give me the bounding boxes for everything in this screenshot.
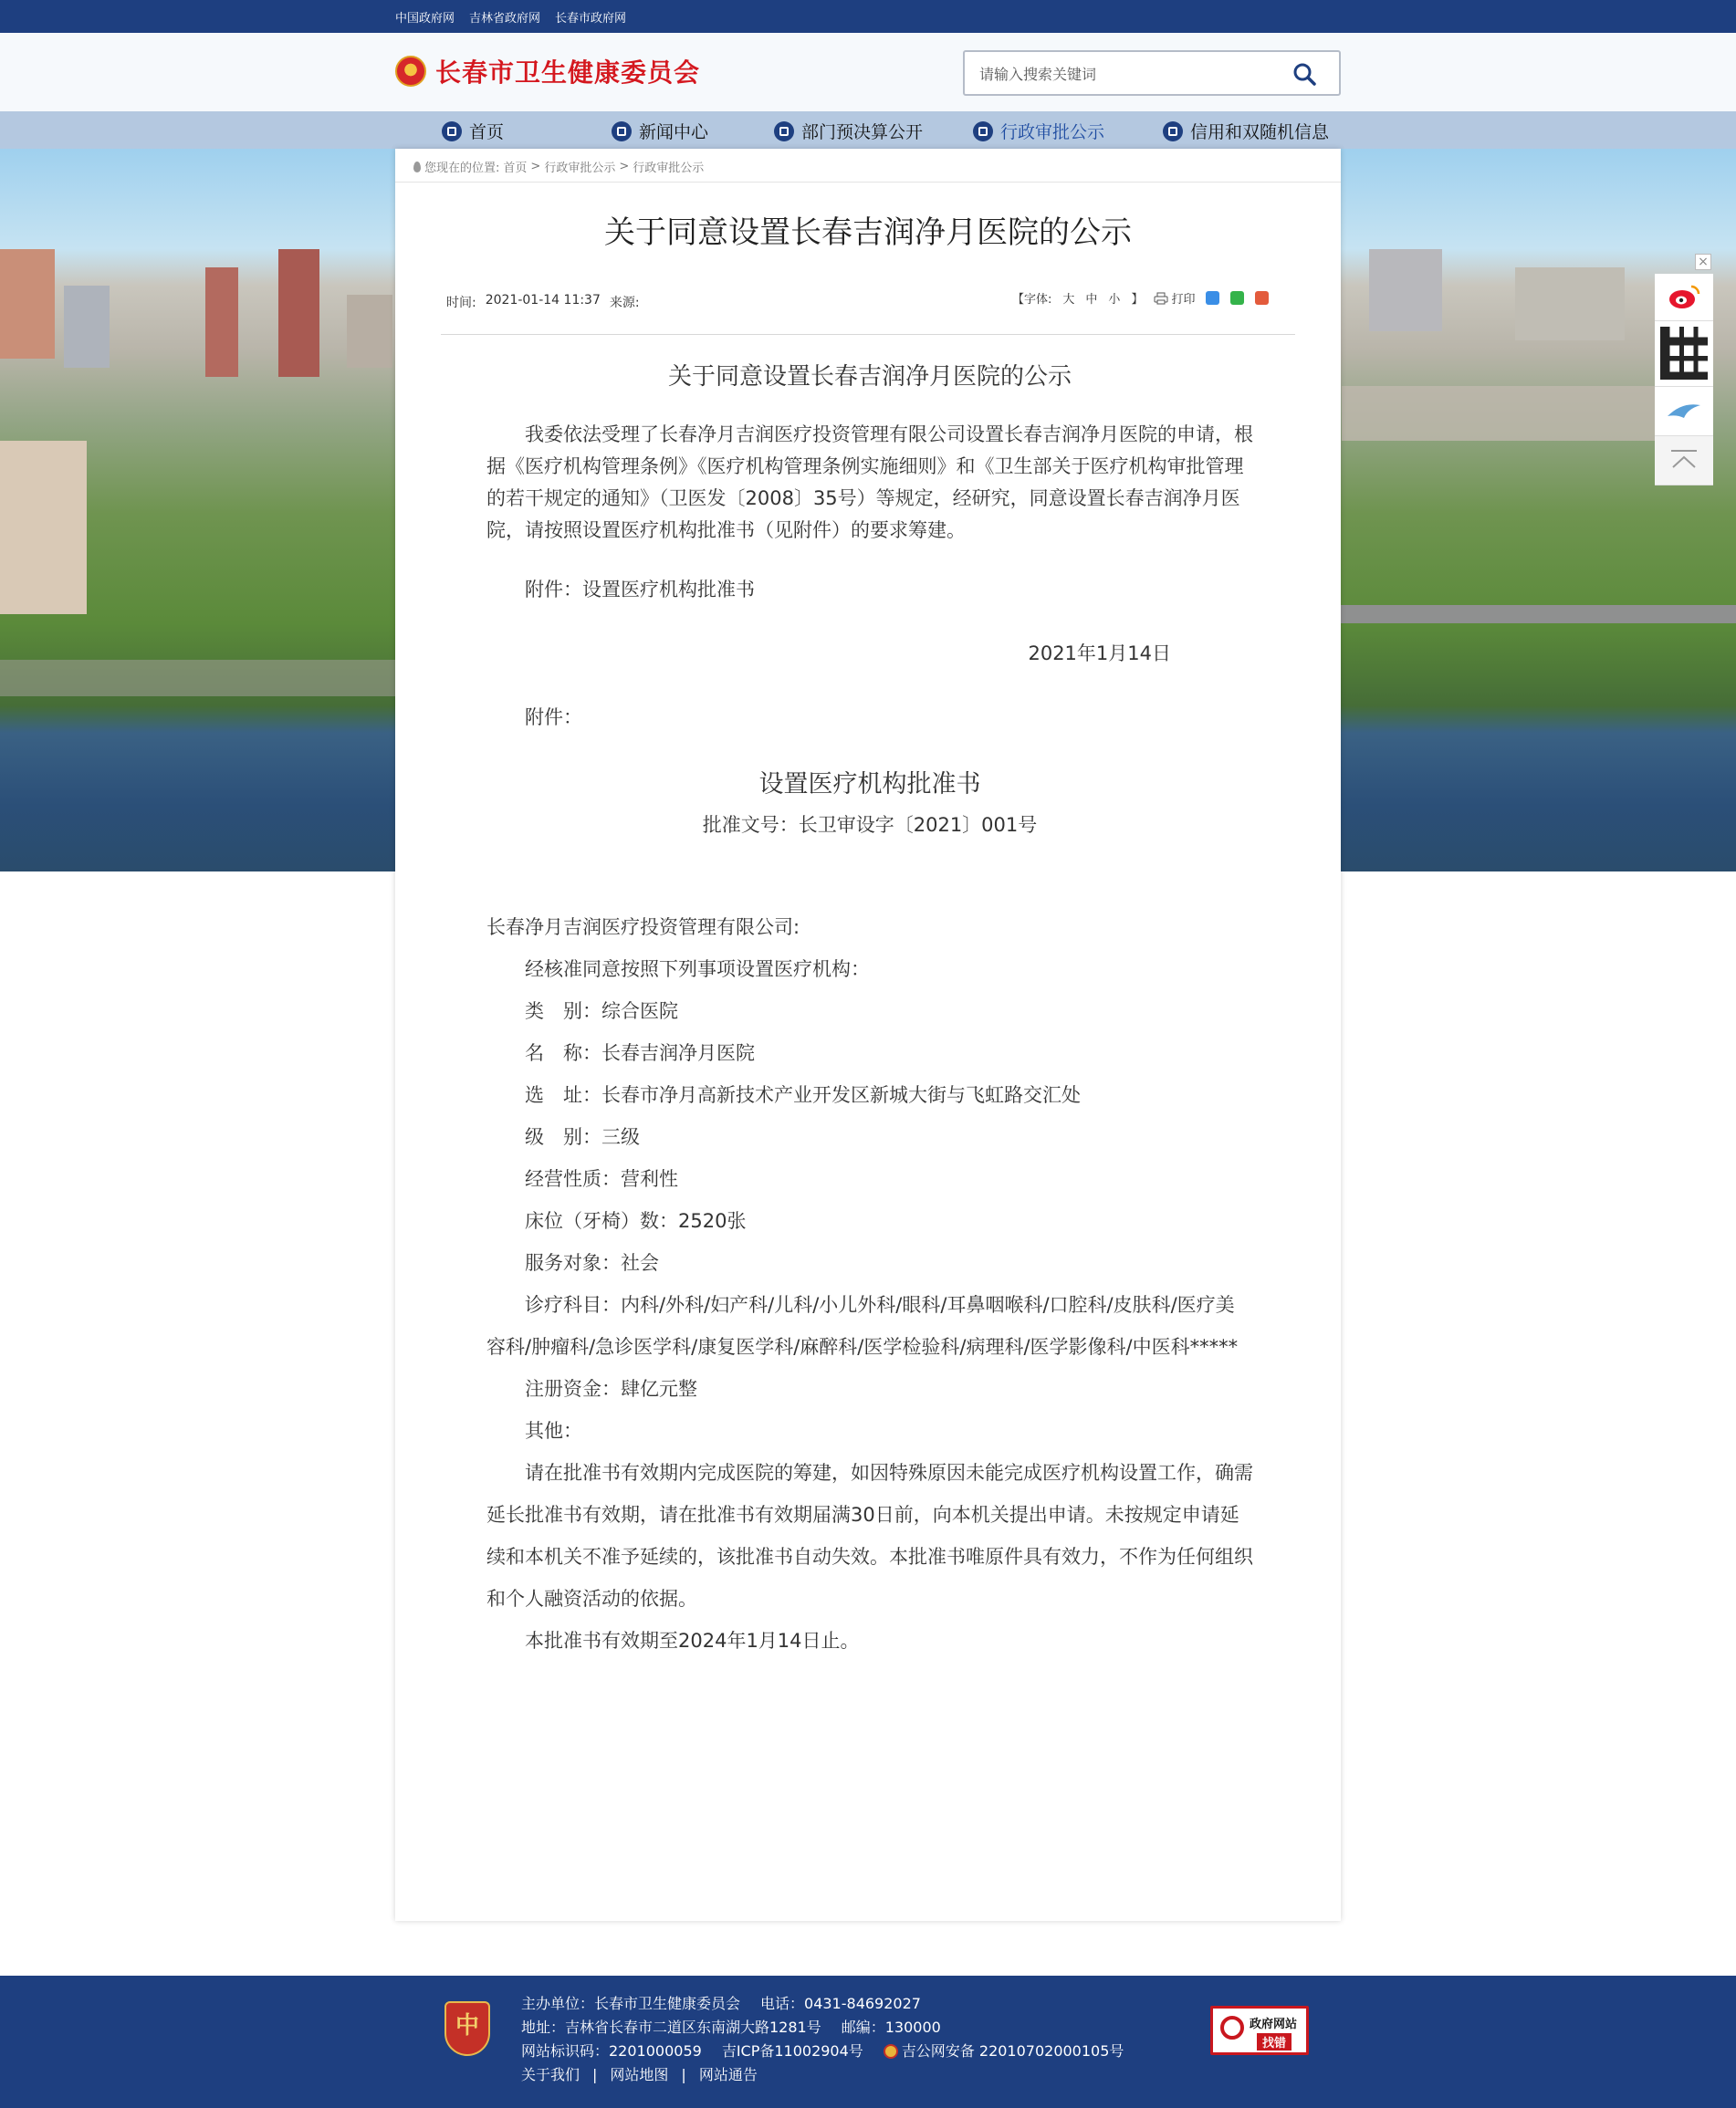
field-departments: 诊疗科目：内科/外科/妇产科/儿科/小儿外科/眼科/耳鼻咽喉科/口腔科/皮肤科/医疗美容科/肿瘤科/急诊医学科/康复医学科/麻醉科/医学检验科/病理科/医学影像科/中医科***** <box>486 1294 1239 1358</box>
news-icon <box>612 121 632 141</box>
attachment-label: 附件： <box>525 706 582 728</box>
footer-info <box>521 1992 1124 2087</box>
nav-item-news[interactable] <box>612 119 708 143</box>
share-weibo-icon[interactable] <box>1255 291 1269 305</box>
field-validity: 本批准书有效期至2024年1月14日止。 <box>525 1630 860 1652</box>
site-header <box>0 33 1736 111</box>
footer-postcode: 邮编：130000 <box>841 2019 941 2036</box>
party-gov-badge-icon[interactable] <box>444 2001 490 2056</box>
finder-line2: 找错 <box>1257 2033 1292 2051</box>
building <box>1515 267 1625 340</box>
footer-link-separator: | <box>681 2066 686 2083</box>
approval-icon <box>973 121 993 141</box>
building <box>278 249 319 377</box>
link-china-gov[interactable]: 中国政府网 <box>395 12 455 26</box>
printer-icon <box>1154 292 1168 305</box>
breadcrumb-separator: > <box>619 160 630 173</box>
font-label: 【字体: <box>1012 293 1052 307</box>
print-button[interactable] <box>1154 289 1195 307</box>
site-logo[interactable] <box>395 53 700 89</box>
page-title: 关于同意设置长春吉润净月医院的公示 <box>604 214 1132 251</box>
qr-code-panel <box>1655 321 1713 387</box>
national-emblem-icon <box>395 56 426 87</box>
finder-line1: 政府网站 <box>1250 2018 1298 2031</box>
footer-sponsor: 主办单位：长春市卫生健康委员会 <box>521 1995 741 2012</box>
building <box>1369 249 1442 331</box>
field-name: 名 称：长春吉润净月医院 <box>525 1042 755 1064</box>
certificate-intro: 经核准同意按照下列事项设置医疗机构： <box>525 958 870 980</box>
top-links <box>395 8 626 26</box>
gov-site-error-finder-button[interactable] <box>1210 2006 1309 2055</box>
link-jilin-gov[interactable]: 吉林省政府网 <box>469 12 541 26</box>
time-label: 时间: <box>446 296 476 310</box>
building <box>64 286 110 368</box>
field-capital: 注册资金：肆亿元整 <box>525 1378 697 1400</box>
building <box>205 267 238 377</box>
location-pin-icon <box>413 162 421 172</box>
field-level: 级 别：三级 <box>525 1126 640 1148</box>
breadcrumb <box>413 158 704 175</box>
site-footer <box>0 1976 1736 2108</box>
search-box <box>963 50 1341 96</box>
nav-item-credit[interactable] <box>1163 119 1329 143</box>
home-icon <box>442 121 462 141</box>
breadcrumb-section[interactable]: 行政审批公示 <box>544 162 616 175</box>
breadcrumb-home[interactable]: 首页 <box>503 162 528 175</box>
residential-block <box>1342 386 1707 441</box>
footer-link-notice[interactable]: 网站通告 <box>698 2066 758 2083</box>
top-link-bar <box>0 0 1736 33</box>
close-icon[interactable]: × <box>1695 254 1711 270</box>
field-address: 选 址：长春市净月高新技术产业开发区新城大街与飞虹路交汇处 <box>525 1084 1081 1106</box>
search-icon[interactable] <box>1292 61 1317 87</box>
footer-site-id: 网站标识码：2201000059 <box>521 2042 702 2060</box>
certificate-body <box>486 906 1253 1662</box>
article-subtitle: 关于同意设置长春吉润净月医院的公示 <box>667 363 1072 391</box>
building <box>0 441 87 614</box>
field-operation: 经营性质：营利性 <box>525 1168 678 1190</box>
article-tools <box>1012 289 1269 307</box>
footer-police-text: 吉公网安备 22010702000105号 <box>901 2042 1124 2060</box>
field-other-label: 其他： <box>525 1420 582 1442</box>
field-beds: 床位（牙椅）数：2520张 <box>525 1210 747 1232</box>
font-medium-button[interactable]: 中 <box>1085 293 1098 307</box>
nav-label: 信用和双随机信息 <box>1190 122 1330 142</box>
share-qq-icon[interactable] <box>1206 291 1219 305</box>
footer-phone: 电话：0431-84692027 <box>760 1995 921 2012</box>
breadcrumb-prefix: 您现在的位置: <box>424 162 500 175</box>
article-paragraph: 我委依法受理了长春净月吉润医疗投资管理有限公司设置长春吉润净月医院的申请，根据《医疗机构管理条例》《医疗机构管理条例实施细则》和《卫生部关于医疗机构审批管理的若干规定的通知》（卫医发〔2008〕35号）等规定，经研究，同意设置长春吉润净月医院，请按照设置医疗机构批准书（见附件）的要求筹建。 <box>486 423 1253 541</box>
nav-label: 部门预决算公开 <box>801 122 924 142</box>
font-large-button[interactable]: 大 <box>1062 293 1075 307</box>
footer-police-record[interactable] <box>884 2040 1124 2063</box>
attachment-line: 附件：设置医疗机构批准书 <box>525 579 755 600</box>
footer-link-sitemap[interactable]: 网站地图 <box>610 2066 669 2083</box>
article-date: 2021年1月14日 <box>1028 642 1171 664</box>
weibo-button[interactable] <box>1655 274 1713 321</box>
article-panel <box>395 149 1341 1921</box>
print-label: 打印 <box>1171 293 1196 307</box>
certificate-number: 批准文号：长卫审设字〔2021〕001号 <box>702 814 1038 836</box>
budget-icon <box>774 121 794 141</box>
field-other-text: 请在批准书有效期内完成医院的筹建，如因特殊原因未能完成医疗机构设置工作，确需延长批准书有效期，请在批准书有效期届满30日前，向本机关提出申请。未按规定申请延续和本机关不准予延续的，该批准书自动失效。本批准书唯原件具有效力，不作为任何组织和个人融资活动的依据。 <box>486 1462 1253 1610</box>
font-small-button[interactable]: 小 <box>1108 293 1121 307</box>
divider <box>395 182 1341 183</box>
nav-label: 首页 <box>469 122 505 142</box>
link-changchun-gov[interactable]: 长春市政府网 <box>555 12 627 26</box>
qr-code-icon <box>1660 327 1708 380</box>
nav-label: 行政审批公示 <box>1000 122 1105 142</box>
publish-time: 2021-01-14 11:37 <box>485 293 601 308</box>
divider <box>441 334 1295 335</box>
article-body <box>486 359 1253 841</box>
riverbank <box>0 660 395 696</box>
chevron-up-icon <box>1669 449 1699 471</box>
addressee: 长春净月吉润医疗投资管理有限公司: <box>486 916 800 938</box>
police-badge-icon <box>884 2044 898 2059</box>
building <box>0 249 55 359</box>
nav-item-home[interactable] <box>442 119 504 143</box>
badge-char: 中 <box>455 2012 479 2040</box>
footer-address: 地址：吉林省长春市二道区东南湖大路1281号 <box>521 2019 821 2036</box>
font-bracket: 】 <box>1131 293 1144 307</box>
weibo-icon <box>1668 283 1700 310</box>
nav-label: 新闻中心 <box>639 122 709 142</box>
site-title: 长春市卫生健康委员会 <box>435 57 701 88</box>
search-input[interactable] <box>978 63 1270 85</box>
breadcrumb-current[interactable]: 行政审批公示 <box>633 162 705 175</box>
footer-links <box>521 2063 1124 2087</box>
source-label: 来源: <box>609 296 640 310</box>
bird-logo-icon <box>1666 398 1702 425</box>
field-category: 类 别：综合医院 <box>525 1000 678 1022</box>
footer-link-about[interactable]: 关于我们 <box>521 2066 580 2083</box>
nav-item-approval[interactable] <box>973 119 1104 143</box>
main-nav <box>0 111 1736 149</box>
magnifier-icon <box>1220 2016 1244 2040</box>
certificate-title: 设置医疗机构批准书 <box>758 770 981 798</box>
footer-icp[interactable]: 吉ICP备11002904号 <box>721 2042 863 2060</box>
credit-icon <box>1163 121 1183 141</box>
back-to-top-button[interactable] <box>1655 436 1713 485</box>
building <box>347 295 392 368</box>
field-service: 服务对象：社会 <box>525 1252 659 1274</box>
nav-item-budget[interactable] <box>774 119 923 143</box>
app-button[interactable] <box>1655 387 1713 436</box>
bridge <box>1341 605 1736 623</box>
share-wechat-icon[interactable] <box>1230 291 1244 305</box>
footer-link-separator: | <box>592 2066 598 2083</box>
article-meta <box>446 293 640 311</box>
breadcrumb-separator: > <box>530 160 541 173</box>
